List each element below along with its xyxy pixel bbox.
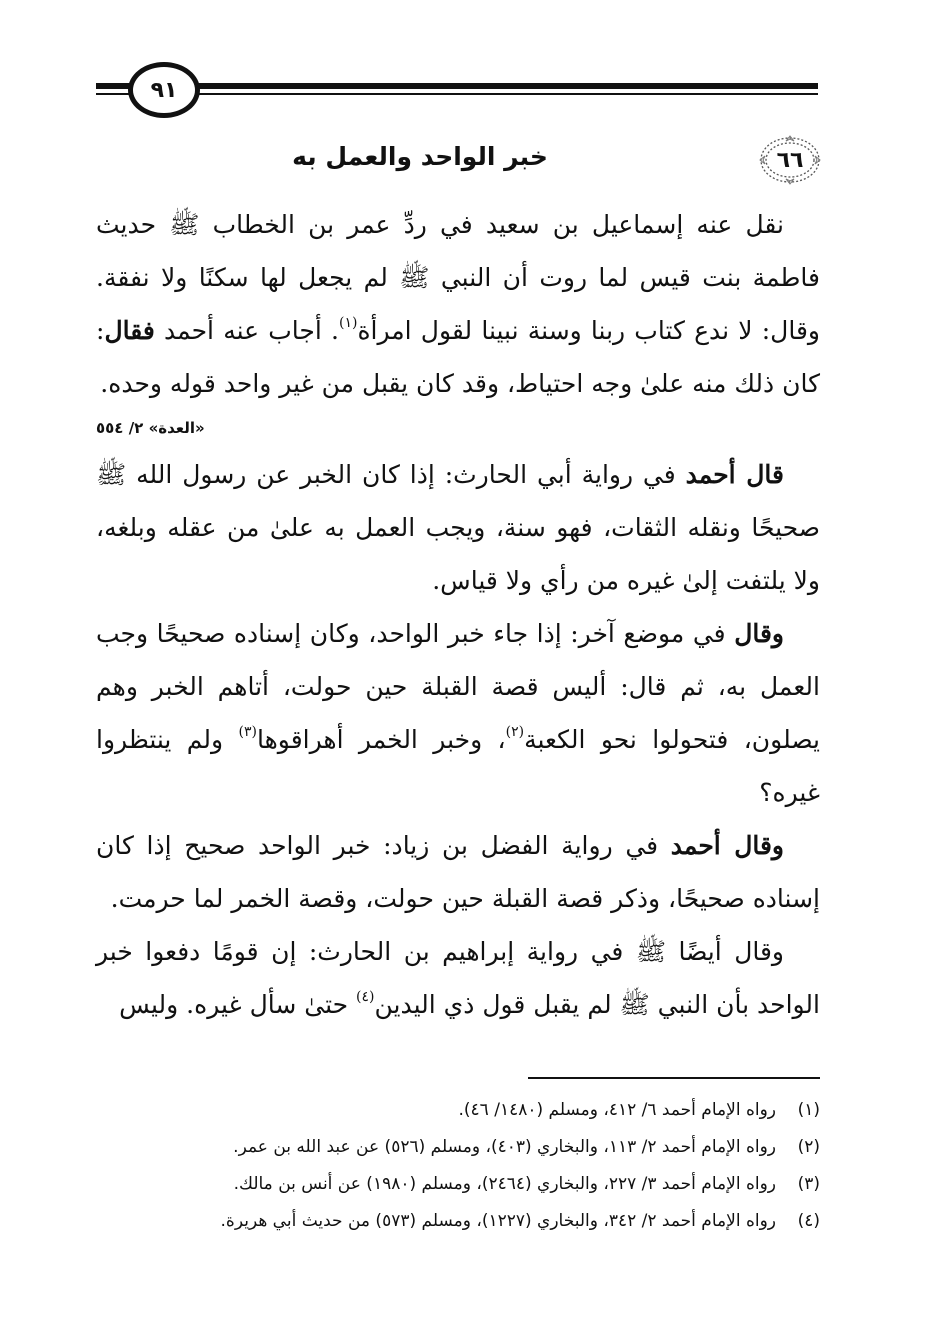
paragraph-4-bold: وقال أحمد [670,831,784,860]
footnote-separator [528,1077,820,1079]
paragraph-3-text-mid: ، وخبر الخمر أهراقوها [256,725,506,754]
paragraph-5 [96,925,820,1031]
footnote-number: (١) [797,1100,820,1120]
footnote-item [96,1166,820,1203]
paragraph-3 [96,607,820,819]
footnote-ref-2: (٢) [505,724,525,740]
paragraph-4-text: في رواية الفضل بن زياد: خبر الواحد صحيح إذا كان إسناده صحيحًا، وذكر قصة القبلة حين حولت، وقصة الخمر لما حرمت. [96,831,820,913]
footnote-number: (٣) [797,1174,820,1194]
paragraph-5-text-end: حتىٰ سأل غيره. وليس [119,990,357,1019]
page-number-badge [128,62,200,118]
header-double-rule [96,83,818,99]
paragraph-3-text-end: ولم ينتظروا غيره؟ [96,725,820,807]
footnote-item [96,1203,820,1240]
footnote-ref-3: (٣) [238,724,257,740]
footnotes [96,1092,820,1240]
paragraph-1 [96,198,820,410]
header-thick-line [96,83,818,89]
footnote-number: (٢) [797,1137,820,1157]
paragraph-4 [96,819,820,925]
body-text [96,198,820,1031]
footnote-text: رواه الإمام أحمد ٢/ ١١٣، والبخاري (٤٠٣)، ومسلم (٥٢٦) عن عبد الله بن عمر. [233,1137,776,1157]
paragraph-2-bold: قال أحمد [685,460,784,489]
footnote-text: رواه الإمام أحمد ٢/ ٣٤٢، والبخاري (١٢٢٧)، ومسلم (٥٧٣) من حديث أبي هريرة. [220,1211,776,1231]
footnote-number: (٤) [797,1211,820,1231]
paragraph-1-text-mid: . أجاب عنه أحمد [154,316,339,345]
citation-ref: ٢/ ٥٥٤ [96,419,144,437]
footnote-text: رواه الإمام أحمد ٦/ ٤١٢، ومسلم (١٤٨٠/ ٤٦). [458,1100,776,1120]
section-number: ٦٦ [776,147,804,173]
footnote-ref-1: (١) [338,315,358,331]
paragraph-3-bold: وقال [734,619,784,648]
paragraph-2-text: في رواية أبي الحارث: إذا كان الخبر عن رسول الله ﷺ صحيحًا ونقله الثقات، فهو سنة، ويجب العمل به علىٰ من عقله وبلغه، ولا يلتفت إلىٰ غيره من رأي ولا قياس. [96,460,820,595]
paragraph-1-bold: فقال [104,316,155,345]
footnote-ref-4: (٤) [356,989,375,1005]
citation-source: «العدة» [148,419,205,437]
paragraph-2 [96,448,820,607]
section-title: خبر الواحد والعمل به [292,142,548,171]
page-number: ٩١ [150,77,178,103]
footnote-item [96,1129,820,1166]
paragraph-1-text-start: نقل عنه إسماعيل بن سعيد في ردِّ عمر بن الخطاب ﷺ حديث فاطمة بنت قيس لما روت أن النبي ﷺ لم يجعل لها سكنًا ولا نفقة. وقال: لا ندع كتاب ربنا وسنة نبينا لقول امرأة [96,210,820,345]
paragraph-3-text-start: في موضع آخر: إذا جاء خبر الواحد، وكان إسناده صحيحًا وجب العمل به، ثم قال: أليس قصة القبلة حين حولت، أتاهم الخبر وهم يصلون، فتحولوا نحو الكعبة [96,619,820,754]
footnote-item [96,1092,820,1129]
footnote-text: رواه الإمام أحمد ٣/ ٢٢٧، والبخاري (٢٤٦٤)، ومسلم (١٩٨٠) عن أنس بن مالك. [233,1174,776,1194]
header-thin-line [96,93,818,95]
paragraph-1-text-end: : كان ذلك منه علىٰ وجه احتياط، وقد كان يقبل من غير واحد قوله وحده. [96,316,820,398]
paragraph-5-text-start: وقال أيضًا ﷺ في رواية إبراهيم بن الحارث: إن قومًا دفعوا خبر الواحد بأن النبي ﷺ لم يقبل قول ذي اليدين [96,937,820,1019]
citation-reference [96,414,820,442]
